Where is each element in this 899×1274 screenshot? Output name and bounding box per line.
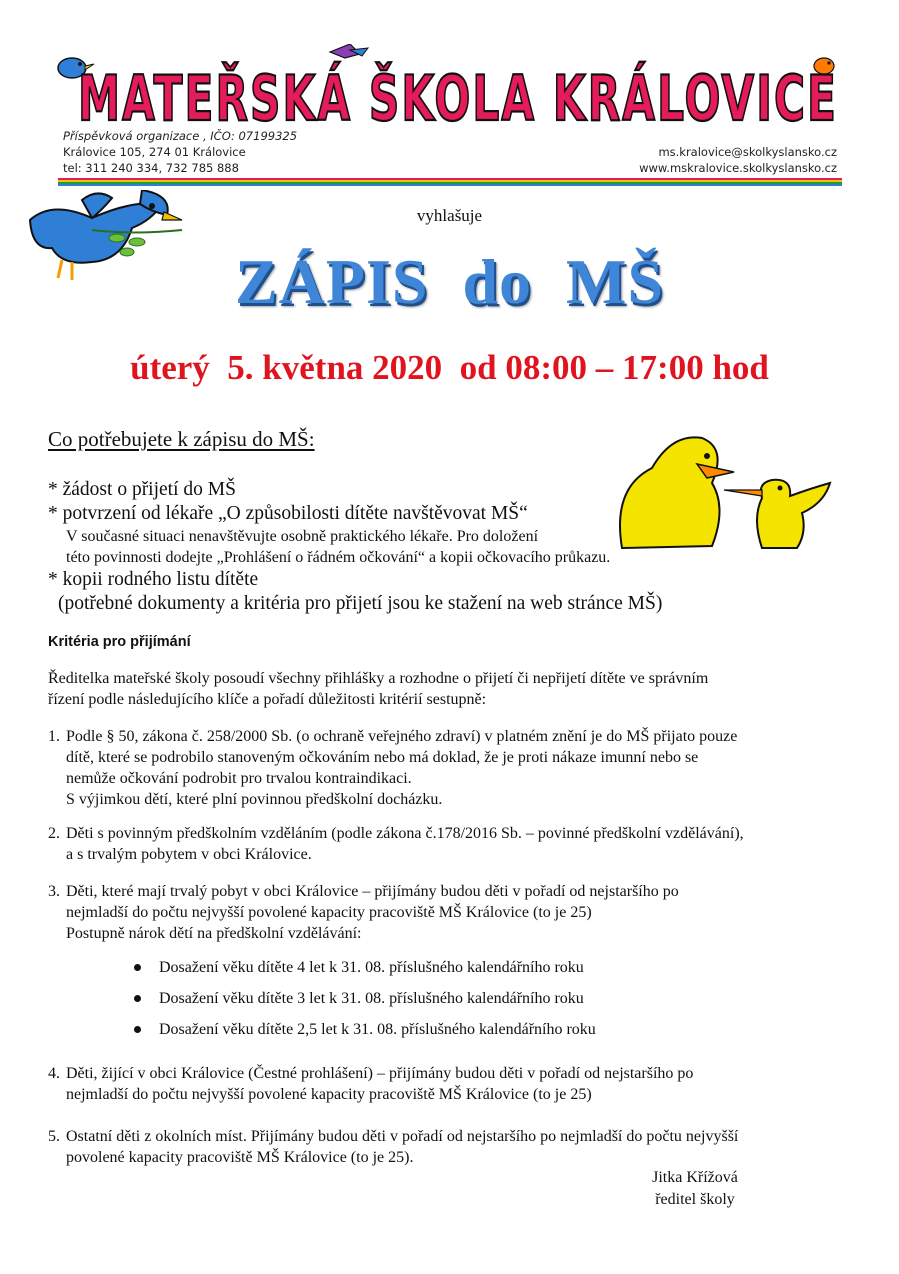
needs-item-note: (potřebné dokumenty a kritéria pro přijetí jsou ke stažení na web stránce MŠ): [58, 593, 663, 614]
criterion-line: a s trvalým pobytem v obci Královice.: [66, 846, 312, 863]
criterion-line: Podle § 50, zákona č. 258/2000 Sb. (o ochraně veřejného zdraví) v platném znění je do MŠ přijato pouze: [66, 728, 738, 745]
bullet-icon: [134, 1026, 141, 1033]
criterion-line: nejmladší do počtu nejvyšší povolené kapacity pracoviště MŠ Královice (to je 25): [66, 1086, 592, 1103]
needs-heading: Co potřebujete k zápisu do MŠ:: [48, 427, 315, 451]
email-link[interactable]: ms.kralovice@skolkyslansko.cz: [658, 145, 837, 159]
contact-right: [639, 144, 837, 176]
list-item-text: Dosažení věku dítěte 4 let k 31. 08. příslušného kalendářního roku: [159, 958, 584, 976]
criteria-heading: Kritéria pro přijímání: [48, 634, 191, 650]
criterion-5: [48, 1126, 868, 1168]
criterion-line: Děti, žijící v obci Královice (Čestné prohlášení) – přijímány budou děti v pořadí od nejstaršího po: [66, 1065, 694, 1082]
criterion-number: 3.: [48, 883, 60, 900]
criterion-4: [48, 1063, 868, 1105]
criterion-3: [48, 881, 868, 944]
bullet-icon: [134, 995, 141, 1002]
needs-item: * kopii rodného listu dítěte: [48, 569, 259, 590]
list-item: [130, 983, 596, 1014]
list-item-text: Dosažení věku dítěte 2,5 let k 31. 08. příslušného kalendářního roku: [159, 1020, 596, 1038]
needs-list: [48, 478, 662, 616]
needs-item: * žádost o přijetí do MŠ: [48, 479, 236, 500]
criterion-number: 1.: [48, 728, 60, 745]
web-link[interactable]: www.mskralovice.skolkyslansko.cz: [639, 161, 837, 175]
criterion-line: dítě, které se podrobilo stanoveným očkováním nebo má doklad, že je proti nákaze imunní nebo se: [66, 749, 699, 766]
address-line: Královice 105, 274 01 Královice: [63, 145, 246, 159]
list-item: [130, 952, 596, 983]
criteria-intro: [48, 668, 868, 710]
criterion-line: nemůže očkování podrobit pro trvalou kontraindikaci.: [66, 770, 412, 787]
needs-note: V současné situaci nenavštěvujte osobně praktického lékaře. Pro doložení: [66, 528, 539, 545]
enrollment-date: úterý 5. května 2020 od 08:00 – 17:00 hod: [130, 348, 769, 387]
school-logo: [50, 44, 850, 136]
criterion-number: 2.: [48, 825, 60, 842]
criterion-2: [48, 823, 868, 865]
announcement-verb: vyhlašuje: [416, 206, 483, 225]
criterion-number: 5.: [48, 1128, 60, 1145]
needs-note: této povinnosti dodejte „Prohlášení o řádném očkování“ a kopii očkovacího průkazu.: [66, 549, 611, 566]
criterion-line: S výjimkou dětí, které plní povinnou předškolní docházku.: [66, 791, 443, 808]
criterion-1: [48, 726, 868, 810]
needs-item: * potvrzení od lékaře „O způsobilosti dítěte navštěvovat MŠ“: [48, 503, 528, 524]
signature-role: ředitel školy: [655, 1191, 735, 1208]
criterion-line: povolené kapacity pracoviště MŠ Královice (to je 25).: [66, 1149, 414, 1166]
contact-left: [63, 128, 297, 176]
signature-block: [620, 1167, 770, 1211]
bullet-icon: [134, 964, 141, 971]
header-rule-4: [58, 184, 842, 186]
school-name: MATEŘSKÁ ŠKOLA KRÁLOVICE: [78, 62, 838, 135]
phone-line: tel: 311 240 334, 732 785 888: [63, 161, 239, 175]
list-item-text: Dosažení věku dítěte 3 let k 31. 08. příslušného kalendářního roku: [159, 989, 584, 1007]
age-criteria-list: [130, 952, 596, 1045]
logo-bird-top-icon: [330, 44, 368, 58]
criteria-intro-line: řízení podle následujícího klíče a pořadí důležitosti kritérií sestupně:: [48, 691, 487, 708]
criterion-line: Ostatní děti z okolních míst. Přijímány budou děti v pořadí od nejstaršího po nejmladší do počtu nejvyšší: [66, 1128, 739, 1145]
page-title: ZÁPIS do MŠ: [234, 246, 665, 317]
list-item: [130, 1014, 596, 1045]
criterion-number: 4.: [48, 1065, 60, 1082]
organization-line: Příspěvková organizace , IČO: 07199325: [63, 129, 298, 143]
criterion-line: Postupně nárok dětí na předškolní vzdělávání:: [66, 925, 362, 942]
criterion-line: Děti s povinným předškolním vzděláním (podle zákona č.178/2016 Sb. – povinné předškolní vzdělávání),: [66, 825, 744, 842]
signature-name: Jitka Křížová: [652, 1169, 738, 1186]
criteria-intro-line: Ředitelka mateřské školy posoudí všechny přihlášky a rozhodne o přijetí či nepřijetí dítěte ve správním: [48, 670, 709, 687]
criterion-line: Děti, které mají trvalý pobyt v obci Královice – přijímány budou děti v pořadí od nejstaršího po: [66, 883, 679, 900]
criterion-line: nejmladší do počtu nejvyšší povolené kapacity pracoviště MŠ Královice (to je 25): [66, 904, 592, 921]
